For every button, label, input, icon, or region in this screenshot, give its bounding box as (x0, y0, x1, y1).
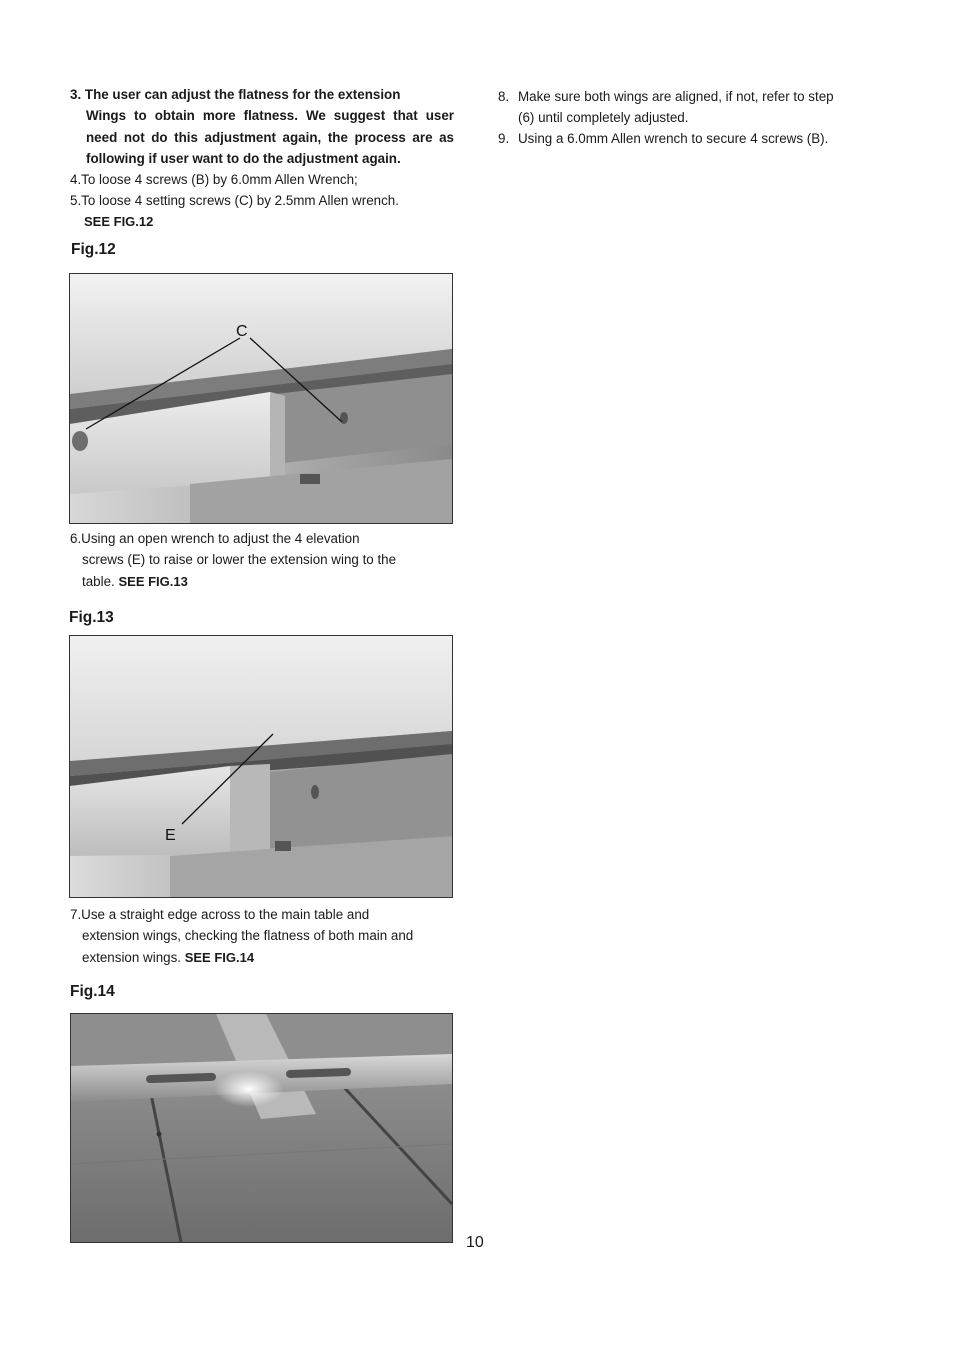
step-6-line-1: 6.Using an open wrench to adjust the 4 elevation (70, 531, 360, 546)
step-7-line-2: extension wings, checking the flatness of both main and (82, 928, 414, 944)
fig-14-label: Fig.14 (70, 983, 115, 1000)
step-3-number: 3. (70, 87, 82, 102)
fig-13-callout-e: E (165, 827, 176, 844)
step-9-number: 9. (498, 131, 510, 146)
step-6-paragraph (70, 528, 454, 592)
step-4-text: 4.To loose 4 screws (B) by 6.0mm Allen Wrench; (70, 172, 358, 187)
fig-12-photo (69, 273, 453, 524)
page-number: 10 (466, 1234, 484, 1251)
step-3-paragraph (70, 84, 454, 169)
step-5-text: 5.To loose 4 setting screws (C) by 2.5mm Allen wrench. (70, 193, 399, 208)
fig-14-photo (70, 1013, 453, 1243)
fig-12-label: Fig.12 (71, 241, 116, 258)
step-6-fig-reference: SEE FIG.13 (118, 573, 188, 589)
step-5-fig-reference: SEE FIG.12 (84, 214, 154, 229)
fig-13-label: Fig.13 (69, 609, 114, 626)
step-9-item (498, 128, 878, 149)
step-7-fig-reference: SEE FIG.14 (184, 949, 255, 965)
step-8-item (498, 86, 878, 128)
step-3-line-2: Wings to obtain more flatness. We suggest that user (86, 108, 454, 124)
right-column-steps (498, 86, 878, 149)
step-8-line-2: (6) until completely adjusted. (518, 110, 689, 125)
fig-12-callout-c: C (236, 323, 248, 340)
step-6-line-3: table. (82, 573, 119, 589)
step-3-line-4: following if user want to do the adjustment again. (86, 150, 401, 166)
step-7-line-3: extension wings. (82, 949, 185, 965)
step-6-line-2: screws (E) to raise or lower the extension wing to the (82, 552, 397, 568)
step-8-number: 8. (498, 89, 510, 104)
step-7-line-1: 7.Use a straight edge across to the main table and (70, 907, 370, 922)
step-9-line-1: Using a 6.0mm Allen wrench to secure 4 screws (B). (518, 131, 829, 146)
step-7-paragraph (70, 904, 454, 968)
step-3-line-3: need not do this adjustment again, the process are as (86, 129, 454, 145)
fig-13-photo (69, 635, 453, 898)
step-3-line-1: The user can adjust the flatness for the extension (84, 87, 401, 102)
step-8-line-1: Make sure both wings are aligned, if not, refer to step (518, 89, 834, 104)
